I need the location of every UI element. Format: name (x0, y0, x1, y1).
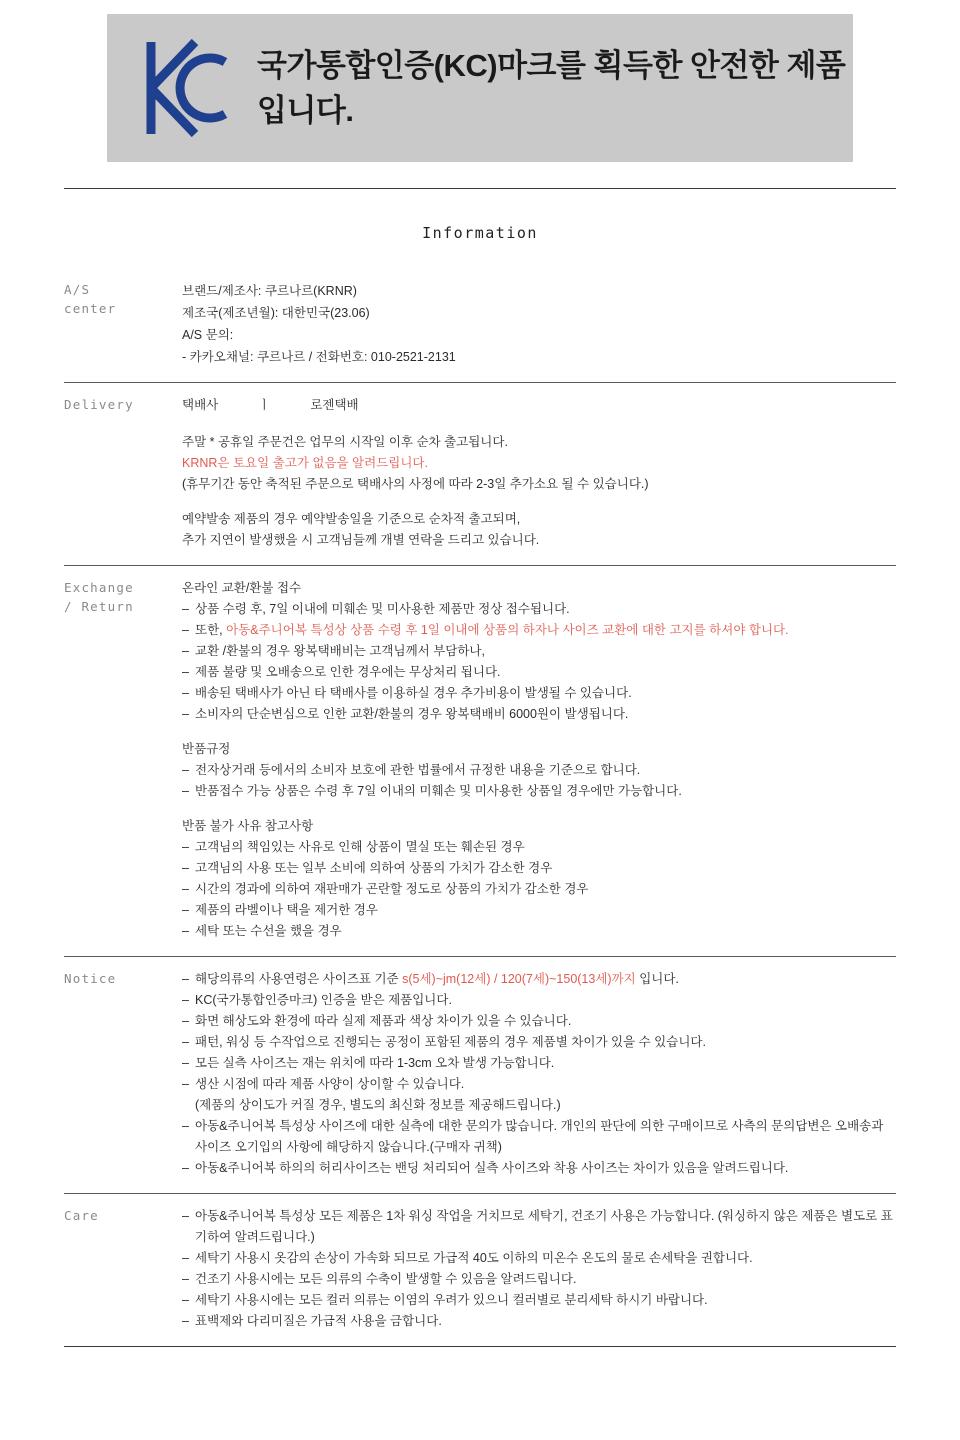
list-item: – 세탁기 사용시에는 모든 컬러 의류는 이염의 우려가 있으니 컬러별로 분리세탁 하시기 바랍니다. (182, 1290, 896, 1311)
section-label-as-center (64, 268, 182, 318)
list-item: – 아동&주니어복 하의의 허리사이즈는 밴딩 처리되어 실측 사이즈와 착용 사이즈는 차이가 있음을 알려드립니다. (182, 1158, 896, 1179)
list-item: – 배송된 택배사가 아닌 타 택배사를 이용하실 경우 추가비용이 발생될 수 있습니다. (182, 683, 896, 704)
section-body-as-center (182, 268, 896, 382)
section-label-care (64, 1194, 182, 1225)
delivery-line: 추가 지연이 발생했을 시 고객님들께 개별 연락을 드리고 있습니다. (182, 533, 540, 547)
list-item: – 생산 시점에 따라 제품 사양이 상이할 수 있습니다. (182, 1074, 896, 1095)
section-body-care (182, 1194, 896, 1346)
header-divider (64, 188, 896, 189)
list-item: – 건조기 사용시에는 모든 의류의 수축이 발생할 수 있음을 알려드립니다. (182, 1269, 896, 1290)
list-item: – 세탁 또는 수선을 했을 경우 (182, 921, 896, 942)
list-item: – 화면 해상도와 환경에 따라 실제 제품과 색상 차이가 있을 수 있습니다. (182, 1011, 896, 1032)
list-item (182, 969, 896, 990)
list-item: – 아동&주니어복 특성상 모든 제품은 1차 워싱 작업을 거치므로 세탁기, 건조기 사용은 가능합니다. (워싱하지 않은 제품은 별도로 표기하여 알려드립니다.) (182, 1206, 896, 1248)
carrier-separator: ㅣ (258, 398, 271, 412)
section-delivery (64, 382, 896, 565)
delivery-line: 예약발송 제품의 경우 예약발송일을 기준으로 순차적 출고되며, (182, 512, 521, 526)
list-item: – 고객님의 사용 또는 일부 소비에 의하여 상품의 가치가 감소한 경우 (182, 858, 896, 879)
list-item: – 패턴, 워싱 등 수작업으로 진행되는 공정이 포함된 제품의 경우 제품별 차이가 있을 수 있습니다. (182, 1032, 896, 1053)
as-line: A/S 문의: (182, 328, 234, 342)
carrier-label: 택배사 (182, 398, 219, 412)
return-denied-group (182, 816, 896, 942)
as-line: 브랜드/제조사: 쿠르나르(KRNR) (182, 284, 357, 298)
delivery-line-highlight: KRNR은 토요일 출고가 없음을 알려드립니다. (182, 456, 428, 470)
list-item: – 세탁기 사용시 옷감의 손상이 가속화 되므로 가급적 40도 이하의 미온수 온도의 물로 손세탁을 권합니다. (182, 1248, 896, 1269)
page-title: Information (422, 224, 538, 242)
label-line-1: A/S (64, 282, 91, 297)
list-item: – 시간의 경과에 의하여 재판매가 곤란할 정도로 상품의 가치가 감소한 경우 (182, 879, 896, 900)
list-item: – 소비자의 단순변심으로 인한 교환/환불의 경우 왕복택배비 6000원이 발생됩니다. (182, 704, 896, 725)
list-item: – 모든 실측 사이즈는 재는 위치에 따라 1-3cm 오차 발생 가능합니다. (182, 1053, 896, 1074)
list-item: – 전자상거래 등에서의 소비자 보호에 관한 법률에서 규정한 내용을 기준으로 합니다. (182, 760, 896, 781)
list-item (182, 620, 896, 641)
list-item: – 아동&주니어복 특성상 사이즈에 대한 실측에 대한 문의가 많습니다. 개인의 판단에 의한 구매이므로 사측의 문의답변은 오배송과 사이즈 오기입의 사항에 해당하지 않습니다.(구매자 귀책) (182, 1116, 896, 1158)
list-item-text: 해당의류의 사용연령은 사이즈표 기준 (195, 972, 403, 986)
section-label-notice (64, 957, 182, 988)
kc-certification-banner (107, 14, 853, 162)
carrier-value: 로젠택배 (310, 398, 359, 412)
section-as-center (64, 268, 896, 382)
label-line-2: center (64, 301, 117, 316)
label-line-1: Delivery (64, 397, 134, 412)
kc-mark-logo-icon (137, 36, 233, 140)
group-heading: 반품규정 (182, 742, 231, 756)
delivery-block (182, 509, 896, 551)
delivery-carrier-row (182, 395, 896, 416)
label-line-1: Care (64, 1208, 99, 1223)
label-line-1: Notice (64, 971, 117, 986)
information-table (64, 268, 896, 1346)
group-heading: 온라인 교환/환불 접수 (182, 581, 302, 595)
list-item: – 고객님의 책임있는 사유로 인해 상품이 멸실 또는 훼손된 경우 (182, 837, 896, 858)
section-label-exchange-return (64, 566, 182, 616)
list-item: – KC(국가통합인증마크) 인증을 받은 제품입니다. (182, 990, 896, 1011)
delivery-line: 주말 * 공휴일 주문건은 업무의 시작일 이후 순차 출고됩니다. (182, 435, 508, 449)
section-body-notice (182, 957, 896, 1193)
list-item-highlight: s(5세)~jm(12세) / 120(7세)~150(13세)까지 (402, 972, 636, 986)
list-item: – 반품접수 가능 상품은 수령 후 7일 이내의 미훼손 및 미사용한 상품일 경우에만 가능합니다. (182, 781, 896, 802)
list-item: – 교환 /환불의 경우 왕복택배비는 고객님께서 부담하나, (182, 641, 896, 662)
section-label-delivery (64, 383, 182, 414)
section-care (64, 1193, 896, 1346)
section-body-delivery (182, 383, 896, 565)
label-line-2: / Return (64, 599, 134, 614)
group-heading: 반품 불가 사유 참고사항 (182, 819, 314, 833)
list-item: – 제품의 라벨이나 택을 제거한 경우 (182, 900, 896, 921)
label-line-1: Exchange (64, 580, 134, 595)
return-policy-group (182, 739, 896, 802)
section-exchange-return (64, 565, 896, 956)
as-line: - 카카오채널: 쿠르나르 / 전화번호: 010-2521-2131 (182, 350, 456, 364)
as-line: 제조국(제조년월): 대한민국(23.06) (182, 306, 370, 320)
kc-banner-headline: 국가통합인증(KC)마크를 획득한 안전한 제품입니다. (257, 48, 846, 128)
exchange-group (182, 578, 896, 725)
section-body-exchange-return (182, 566, 896, 956)
list-item: – 표백제와 다리미질은 가급적 사용을 금합니다. (182, 1311, 896, 1332)
list-item-text-tail: 입니다. (635, 972, 679, 986)
footer-divider (64, 1346, 896, 1347)
list-item-text: 또한, (195, 623, 227, 637)
delivery-line: (휴무기간 동안 축적된 주문으로 택배사의 사정에 따라 2-3일 추가소요 될 수 있습니다.) (182, 477, 649, 491)
list-item-highlight: 아동&주니어복 특성상 상품 수령 후 1일 이내에 상품의 하자나 사이즈 교환에 대한 고지를 하셔야 합니다. (226, 623, 789, 637)
list-subitem: (제품의 상이도가 커질 경우, 별도의 최신화 정보를 제공해드립니다.) (195, 1098, 561, 1112)
section-notice (64, 956, 896, 1193)
list-item: – 상품 수령 후, 7일 이내에 미훼손 및 미사용한 제품만 정상 접수됩니다. (182, 599, 896, 620)
list-item: – 제품 불량 및 오배송으로 인한 경우에는 무상처리 됩니다. (182, 662, 896, 683)
delivery-block (182, 432, 896, 495)
